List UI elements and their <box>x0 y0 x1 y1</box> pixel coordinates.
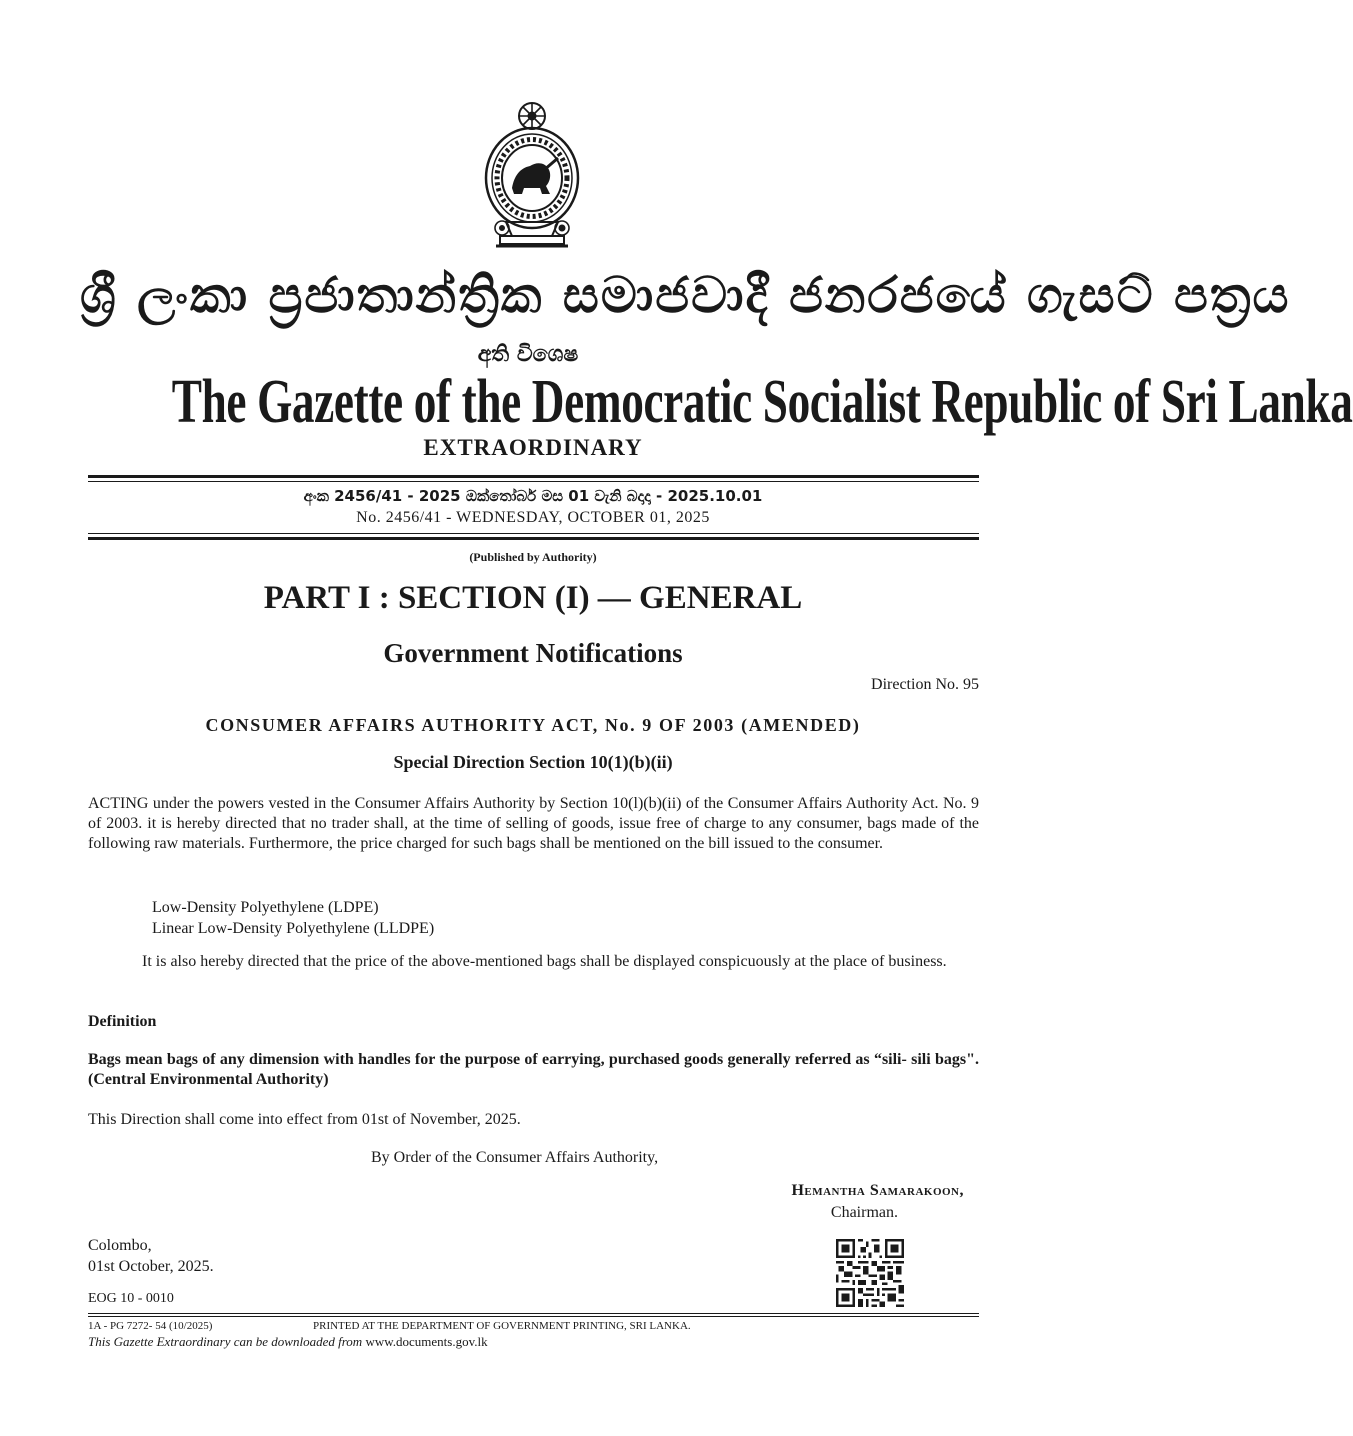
published-by-authority: (Published by Authority) <box>469 550 597 564</box>
paragraph-acting: ACTING under the powers vested in the Consumer Affairs Authority by Section 10(l)(b)(ii) of the Consumer Affairs Authority Act. No. 9 of 2003. it is hereby directed that no trader shall, at the time of selling of goods, issue free of charge to any consumer, bags made of the following raw materials. Furthermore, the price charged for such bags shall be mentioned on the bill issued to the consumer. <box>88 795 979 852</box>
header-rule-thick <box>88 475 979 478</box>
extraordinary-label: EXTRAORDINARY <box>423 435 643 460</box>
signatory-name: Hemantha Samarakoon, <box>791 1182 964 1199</box>
special-direction-title: Special Direction Section 10(1)(b)(ii) <box>393 752 673 772</box>
signatory-title: Chairman. <box>830 1204 898 1221</box>
materials-list <box>152 897 434 939</box>
reference-code: EOG 10 - 0010 <box>88 1291 174 1306</box>
paragraph-display-price: It is also hereby directed that the price of the above-mentioned bags shall be displayed conspicuously at the place of business. <box>142 953 947 970</box>
footer-rule-upper <box>88 1313 979 1314</box>
sri-lanka-emblem-icon <box>478 96 586 252</box>
sinhala-extraordinary-label: අති විශෙෂ <box>477 342 579 367</box>
section-subheading: Government Notifications <box>383 638 683 668</box>
footer-download-line <box>88 1334 488 1350</box>
by-order-line: By Order of the Consumer Affairs Authority, <box>371 1149 659 1166</box>
list-item: Low-Density Polyethylene (LDPE) <box>152 899 379 916</box>
footer-rule-lower <box>88 1316 979 1317</box>
issue-number-sinhala: අංක 2456/41 - 2025 ඔක්තෝබර් මස 01 වැනි බදාදා - 2025.10.01 <box>303 487 763 505</box>
print-code: 1A - PG 7272- 54 (10/2025) <box>88 1320 213 1332</box>
issue-rule-thick <box>88 537 979 540</box>
definition-text: Bags mean bags of any dimension with handles for the purpose of earrying, purchased goods generally referred as “sili- sili bags". (Central Environmental Authority) <box>88 1051 979 1088</box>
act-title: CONSUMER AFFAIRS AUTHORITY ACT, No. 9 OF 2003 (AMENDED) <box>205 715 861 735</box>
definition-heading: Definition <box>88 1013 157 1030</box>
issue-rule-thin <box>88 533 979 534</box>
printed-at: PRINTED AT THE DEPARTMENT OF GOVERNMENT PRINTING, SRI LANKA. <box>313 1320 691 1332</box>
sinhala-gazette-title: ශ්‍රී ලංකා ප්‍රජාතාන්ත්‍රික සමාජවාදී ජනරජයේ ගැසට් පත්‍රය <box>80 266 1291 324</box>
effective-date-text: This Direction shall come into effect from 01st of November, 2025. <box>88 1111 521 1128</box>
download-note: This Gazette Extraordinary can be downloaded from <box>88 1334 363 1349</box>
header-rule-thin <box>88 481 979 482</box>
place-and-date <box>88 1235 214 1277</box>
list-item: Linear Low-Density Polyethylene (LLDPE) <box>152 920 435 937</box>
footer-print-line <box>88 1319 691 1333</box>
issue-number-english: No. 2456/41 - WEDNESDAY, OCTOBER 01, 2025 <box>356 509 710 526</box>
place: Colombo, <box>88 1237 152 1254</box>
gazette-title: The Gazette of the Democratic Socialist Republic of Sri Lanka <box>171 368 1353 436</box>
qr-code-icon <box>836 1239 904 1307</box>
notice-date: 01st October, 2025. <box>88 1258 214 1275</box>
direction-number: Direction No. 95 <box>871 676 979 693</box>
download-url[interactable]: www.documents.gov.lk <box>365 1334 488 1349</box>
part-heading: PART I : SECTION (I) — GENERAL <box>263 580 803 616</box>
